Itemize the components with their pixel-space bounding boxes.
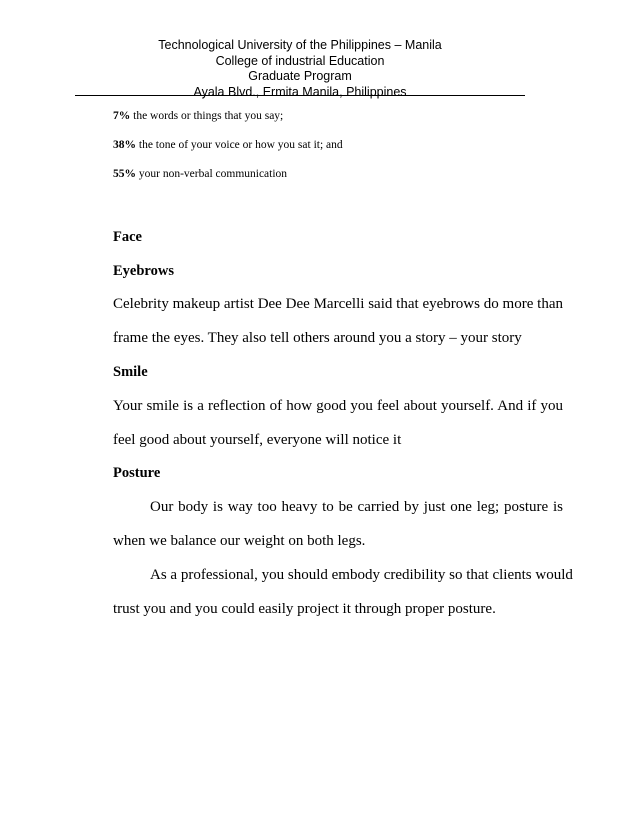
stat-line-words bbox=[113, 110, 283, 122]
heading-face: Face bbox=[113, 229, 142, 245]
header-university: Technological University of the Philippines – Manila bbox=[158, 38, 442, 52]
stat-percent: 38% bbox=[113, 139, 136, 151]
header-program: Graduate Program bbox=[248, 69, 352, 83]
smile-text-line-1: Your smile is a reflection of how good you feel about yourself. And if you bbox=[113, 398, 563, 414]
stat-percent: 7% bbox=[113, 110, 131, 122]
heading-eyebrows: Eyebrows bbox=[113, 263, 174, 279]
smile-text-line-2: feel good about yourself, everyone will notice it bbox=[113, 432, 402, 448]
stat-line-tone bbox=[113, 139, 343, 151]
posture-para2-line-1: As a professional, you should embody credibility so that clients would bbox=[150, 567, 573, 583]
stat-text: your non-verbal communication bbox=[136, 168, 288, 180]
posture-para1-line-1: Our body is way too heavy to be carried by just one leg; posture is bbox=[150, 499, 563, 515]
posture-para1-line-2: when we balance our weight on both legs. bbox=[113, 533, 366, 549]
stat-line-nonverbal bbox=[113, 168, 287, 180]
page-header bbox=[75, 38, 525, 100]
eyebrows-text-line-1: Celebrity makeup artist Dee Dee Marcelli said that eyebrows do more than bbox=[113, 296, 563, 312]
heading-posture: Posture bbox=[113, 465, 161, 481]
heading-smile: Smile bbox=[113, 364, 148, 380]
posture-para2-line-2: trust you and you could easily project it through proper posture. bbox=[113, 601, 496, 617]
header-college: College of industrial Education bbox=[215, 53, 385, 68]
stat-text: the words or things that you say; bbox=[130, 110, 284, 122]
stat-percent: 55% bbox=[113, 168, 136, 180]
header-address: Ayala Blvd., Ermita Manila, Philippines bbox=[193, 84, 407, 99]
header-divider bbox=[75, 95, 525, 96]
stat-text: the tone of your voice or how you sat it; and bbox=[136, 139, 343, 151]
eyebrows-text-line-2: frame the eyes. They also tell others around you a story – your story bbox=[113, 330, 522, 346]
